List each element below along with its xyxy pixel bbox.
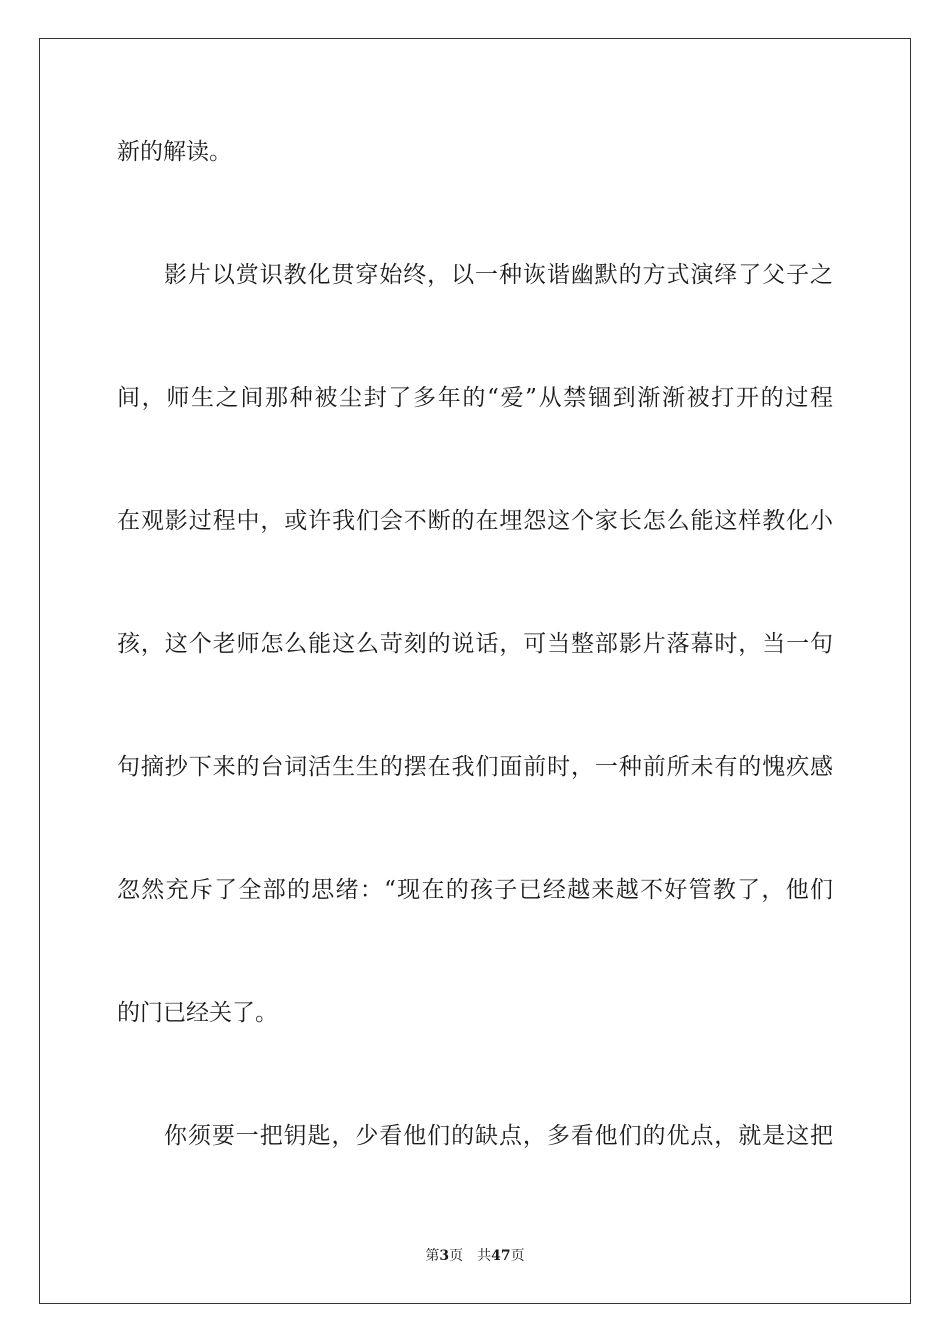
text-line: 句摘抄下来的台词活生生的摆在我们面前时，一种前所未有的愧疚感 (117, 754, 833, 780)
page-prefix: 第 (425, 1248, 440, 1264)
text-line: 忽然充斥了全部的思绪：“现在的孩子已经越来越不好管教了，他们 (117, 877, 833, 903)
text-line: 的门已经关了。 (117, 1000, 278, 1026)
page-suffix: 页 (449, 1248, 464, 1264)
total-pages: 47 (491, 1248, 511, 1264)
text-line: 你须要一把钥匙，少看他们的缺点，多看他们的优点，就是这把 (164, 1123, 833, 1149)
page-border (39, 38, 911, 1304)
text-line: 在观影过程中，或许我们会不断的在埋怨这个家长怎么能这样教化小 (117, 508, 833, 534)
text-line: 间，师生之间那种被尘封了多年的“爱”从禁锢到渐渐被打开的过程 (117, 385, 833, 411)
text-line: 影片以赏识教化贯穿始终，以一种诙谐幽默的方式演绎了父子之 (164, 262, 833, 288)
total-suffix: 页 (510, 1248, 525, 1264)
page-number: 3 (439, 1248, 450, 1264)
text-line: 新的解读。 (117, 139, 232, 165)
total-prefix: 共 (477, 1248, 492, 1264)
page-footer (0, 1247, 950, 1265)
text-line: 孩，这个老师怎么能这么苛刻的说话，可当整部影片落幕时，当一句 (117, 631, 833, 657)
